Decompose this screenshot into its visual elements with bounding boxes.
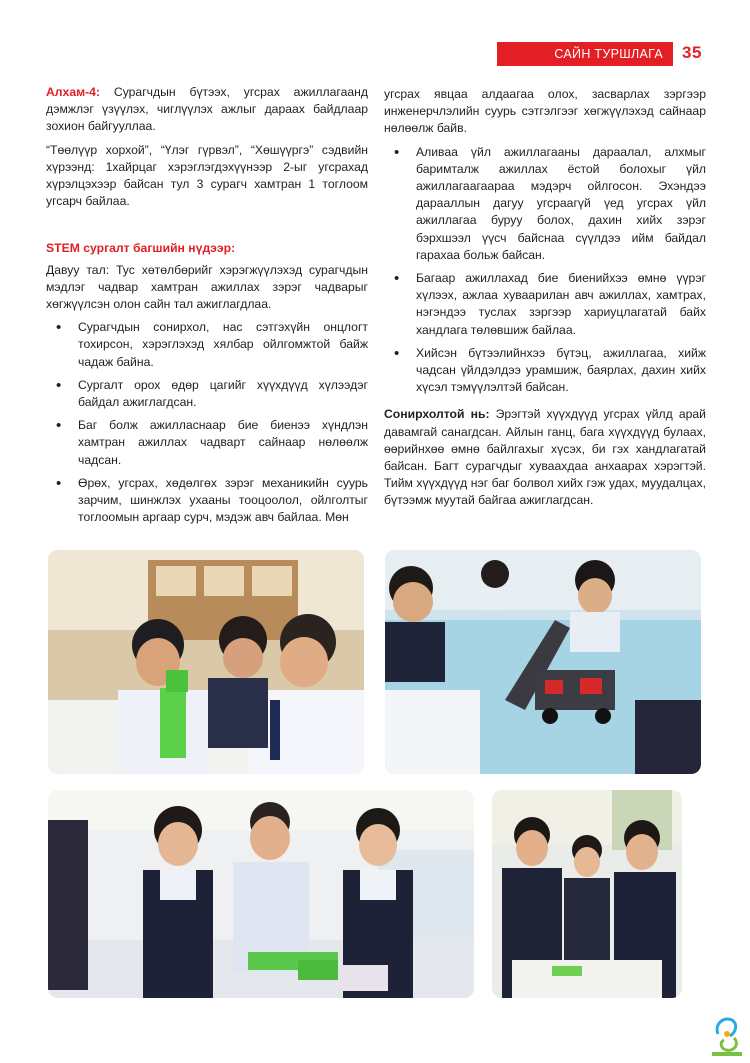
right-column (384, 86, 706, 516)
advantage-list (46, 319, 368, 526)
list-item: • Баг болж ажилласнаар бие биенээ хүндлэн хамтран ажиллах чадварт сайнаар нөлөөлж чадсан. (46, 417, 368, 469)
list-item: • Сургалт орох өдөр цагийг хүүхдүүд хүлээдэг байдал ажиглагдсан. (46, 377, 368, 411)
list-item: • Хийсэн бүтээлийнхээ бүтэц, ажиллагаа, хийж чадсан үйлдэлдээ урамшиж, баярлах, дахин хийх хүсэл тэмүүлэлтэй байсан. (384, 345, 706, 397)
photo-three-students (48, 790, 474, 998)
publisher-logo-icon (708, 1010, 746, 1058)
continuation-paragraph: угсрах явцаа алдаагаа олох, засварлах зэргээр инженерчлэлийн суурь сэтгэлгээг хөгжүүлэхэд сайнаар нөлөөлж байв. (384, 87, 706, 136)
list-item: • Аливаа үйл ажиллагааны дараалал, алхмыг баримталж ажиллах ёстой болохыг үйл ажиллагаагаараа мэдэрч ойлгосон. Эхэндээ дарааллын дагуу угсраагүй үед угсрах үйл ажиллагаа буруу болох, дахин хийх зэрэг бэрхшээл үүсч байснаа сүүлдээ ийм байдал гарахаа больж байсан. (384, 144, 706, 264)
section-header-bar (497, 42, 673, 66)
step-text: Сурагчдын бүтээх, угсрах ажиллагаанд дэмжлэг үзүүлэх, чиглүүлэх ажлыг дараах байдлаар зохион байгууллаа. (46, 85, 368, 134)
topic-paragraph: “Төөлүүр хорхой”, “Үлэг гүрвэл”, “Хөшүүргэ” сэдвийн хүрээнд: 1хайрцаг хэрэглэгдэхүүнээр 2-ыг угсрахад хүрэлцэхээр байсан тул 3 сурагч хамтран 1 тоглоом угсарч байлаа. (46, 142, 368, 209)
section-label: САЙН ТУРШЛАГА (554, 47, 663, 61)
advantage-paragraph: Давуу тал: Тус хөтөлбөрийг хэрэгжүүлэхэд сурагчдын мэдлэг чадвар хамтран ажиллах зэрэг чадварыг хөгжүүлсэн олон сайн тал ажиглагдлаа. (46, 262, 368, 312)
photo-girls-classroom (492, 790, 682, 998)
interesting-paragraph (384, 406, 706, 509)
page-number: 35 (682, 43, 702, 62)
step-label: Алхам-4: (46, 85, 101, 99)
step-paragraph (46, 84, 368, 136)
left-column (46, 84, 368, 532)
photo-students-building-toy (48, 550, 364, 774)
section-heading: STEM сургалт багшийн нүдээр: (46, 241, 236, 256)
list-item: • Сурагчдын сонирхол, нас сэтгэхүйн онцлогт тохирсон, хэрэглэхэд хялбар ойлгомжтой байж чадаж байна. (46, 319, 368, 371)
list-item: • Багаар ажиллахад бие биенийхээ өмнө үүрэг хүлээх, ажлаа хуваарилан авч ажиллах, хамтрах, нэгэндээ туслах зэргээр хариуцлагатай байх хандлага төлөвшиж байлаа. (384, 270, 706, 339)
photo-robot-vehicle (385, 550, 701, 774)
interesting-text: Эрэгтэй хүүхдүүд угсрах үйлд арай давамгай санагдсан. Айлын ганц, бага хүүхдүүд булаах, өөрийнхөө өмнө байлгахыг хүсэх, би гэх хандлагатай байсан. Багт сурагчдыг хуваахдаа анхаарах хэрэгтэй. Тийм хүүхдүүд нэг баг болвол хийх гэж удах, муудалцах, бүтээмж муутай байгаа ажиглагдсан. (384, 407, 706, 508)
list-item: • Өрөх, угсрах, хөдөлгөх зэрэг механикийн суурь зарчим, шинжлэх ухааны тооцоолол, ойлголтыг тоглоомын аргаар сурч, мэдэж авч байлаа. Мөн (46, 475, 368, 527)
observation-list (384, 144, 706, 397)
interesting-label: Сонирхолтой нь: (384, 407, 490, 422)
